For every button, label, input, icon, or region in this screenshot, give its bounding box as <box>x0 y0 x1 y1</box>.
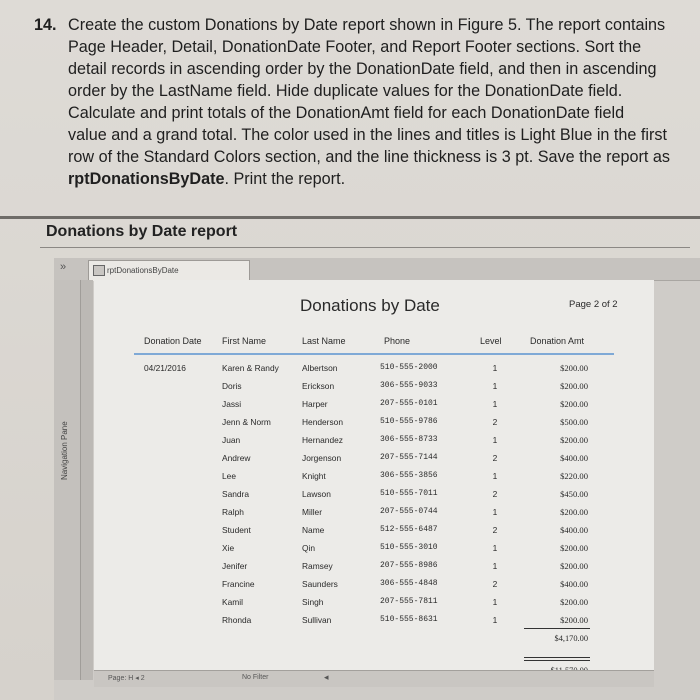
navigation-pane[interactable] <box>54 280 81 680</box>
cell-phone: 207-555-8986 <box>380 561 438 570</box>
cell-last-name: Qin <box>302 543 316 553</box>
cell-last-name: Singh <box>302 597 324 607</box>
exercise-line: detail records in ascending order by the DonationDate field, and then in ascending <box>68 60 657 78</box>
cell-amount: $500.00 <box>560 417 588 427</box>
cell-level: 1 <box>492 471 498 481</box>
cell-first-name: Jenifer <box>222 561 248 571</box>
cell-phone: 510-555-8631 <box>380 615 438 624</box>
cell-last-name: Name <box>302 525 325 535</box>
cell-amount: $200.00 <box>560 435 588 445</box>
cell-amount: $400.00 <box>560 525 588 535</box>
cell-level: 1 <box>492 363 498 373</box>
cell-level: 1 <box>492 507 498 517</box>
exercise-body <box>68 14 674 190</box>
header-donation-date: Donation Date <box>144 336 202 346</box>
cell-level: 1 <box>492 543 498 553</box>
header-level: Level <box>480 336 502 346</box>
cell-level: 1 <box>492 435 498 445</box>
cell-level: 1 <box>492 615 498 625</box>
date-subtotal: $4,170.00 <box>554 634 588 643</box>
cell-phone: 510-555-7011 <box>380 489 438 498</box>
section-heading: Donations by Date report <box>46 223 238 240</box>
cell-last-name: Sullivan <box>302 615 332 625</box>
header-phone: Phone <box>384 336 411 346</box>
exercise-line: Page Header, Detail, DonationDate Footer, and Report Footer sections. Sort the <box>68 38 642 56</box>
report-canvas <box>94 280 654 680</box>
cell-amount: $200.00 <box>560 507 588 517</box>
expand-nav-icon[interactable]: » <box>60 261 67 273</box>
cell-first-name: Karen & Randy <box>222 363 279 373</box>
exercise-line: value and a grand total. The color used in the lines and titles is Light Blue in the first <box>68 126 668 144</box>
cell-amount: $200.00 <box>560 561 588 571</box>
cell-amount: $450.00 <box>560 489 588 499</box>
grand-total-line-lower <box>524 660 590 661</box>
cell-last-name: Henderson <box>302 417 343 427</box>
cell-last-name: Hernandez <box>302 435 343 445</box>
cell-phone: 510-555-2000 <box>380 363 438 372</box>
cell-phone: 510-555-9786 <box>380 417 438 426</box>
cell-amount: $200.00 <box>560 381 588 391</box>
cell-amount: $200.00 <box>560 363 588 373</box>
cell-phone: 306-555-9033 <box>380 381 438 390</box>
cell-amount: $220.00 <box>560 471 588 481</box>
cell-amount: $200.00 <box>560 597 588 607</box>
cell-first-name: Andrew <box>222 453 251 463</box>
cell-amount: $400.00 <box>560 453 588 463</box>
cell-phone: 306-555-3856 <box>380 471 438 480</box>
exercise-line-last <box>68 168 674 190</box>
report-object-name: rptDonationsByDate <box>68 170 225 188</box>
cell-phone: 207-555-0744 <box>380 507 438 516</box>
exercise-line: row of the Standard Colors section, and the line thickness is 3 pt. Save the report as <box>68 148 670 166</box>
cell-phone: 510-555-3010 <box>380 543 438 552</box>
cell-level: 2 <box>492 453 498 463</box>
grand-total-line-upper <box>524 657 590 658</box>
cell-first-name: Jassi <box>222 399 242 409</box>
cell-phone: 306-555-8733 <box>380 435 438 444</box>
cell-last-name: Miller <box>302 507 323 517</box>
cell-phone: 207-555-7144 <box>380 453 438 462</box>
exercise-line: Calculate and print totals of the DonationAmt field for each DonationDate field <box>68 104 625 122</box>
cell-first-name: Ralph <box>222 507 244 517</box>
cell-last-name: Saunders <box>302 579 338 589</box>
cell-phone: 512-555-6487 <box>380 525 438 534</box>
cell-amount: $200.00 <box>560 615 588 625</box>
document-tab-strip <box>54 258 700 281</box>
cell-first-name: Francine <box>222 579 255 589</box>
report-gutter <box>81 280 93 680</box>
exercise-line: Create the custom Donations by Date report shown in Figure 5. The report contains <box>68 16 666 34</box>
page-navigator[interactable]: Page: H ◂ 2 <box>108 675 145 682</box>
cell-first-name: Xie <box>222 543 235 553</box>
cell-first-name: Juan <box>222 435 241 445</box>
record-navigation-bar <box>94 670 654 687</box>
cell-last-name: Knight <box>302 471 326 481</box>
cell-level: 1 <box>492 597 498 607</box>
scroll-left-icon[interactable]: ◂ <box>324 672 329 682</box>
cell-level: 1 <box>492 399 498 409</box>
cell-amount: $200.00 <box>560 543 588 553</box>
exercise-line-end: . Print the report. <box>224 170 346 188</box>
cell-phone: 306-555-4848 <box>380 579 438 588</box>
access-window <box>54 258 700 700</box>
section-rule-bottom <box>40 247 690 248</box>
exercise-number: 14. <box>34 16 57 34</box>
header-line <box>134 353 614 355</box>
cell-last-name: Jorgenson <box>302 453 342 463</box>
cell-first-name: Lee <box>222 471 236 481</box>
header-last-name: Last Name <box>302 336 346 346</box>
exercise-text <box>34 14 674 190</box>
cell-first-name: Doris <box>222 381 242 391</box>
cell-level: 1 <box>492 561 498 571</box>
cell-amount: $200.00 <box>560 399 588 409</box>
navigation-pane-label: Navigation Pane <box>60 421 69 480</box>
cell-last-name: Albertson <box>302 363 338 373</box>
cell-level: 2 <box>492 489 498 499</box>
cell-first-name: Rhonda <box>222 615 252 625</box>
cell-last-name: Lawson <box>302 489 331 499</box>
cell-level: 1 <box>492 381 498 391</box>
cell-level: 2 <box>492 579 498 589</box>
cell-first-name: Kamil <box>222 597 243 607</box>
header-donation-amt: Donation Amt <box>530 336 585 346</box>
cell-level: 2 <box>492 525 498 535</box>
cell-last-name: Erickson <box>302 381 335 391</box>
cell-phone: 207-555-7811 <box>380 597 438 606</box>
report-tab-label: rptDonationsByDate <box>107 266 179 275</box>
report-title: Donations by Date <box>300 296 440 315</box>
page-number: Page 2 of 2 <box>569 299 618 310</box>
exercise-line: order by the LastName field. Hide duplicate values for the DonationDate field. <box>68 82 623 100</box>
cell-first-name: Student <box>222 525 251 535</box>
cell-last-name: Ramsey <box>302 561 333 571</box>
filter-indicator[interactable]: No Filter <box>242 674 269 681</box>
report-tab[interactable] <box>88 260 250 281</box>
cell-level: 2 <box>492 417 498 427</box>
header-first-name: First Name <box>222 336 267 346</box>
section-rule-top <box>0 216 700 219</box>
group-donation-date: 04/21/2016 <box>144 363 186 373</box>
cell-amount: $400.00 <box>560 579 588 589</box>
cell-first-name: Jenn & Norm <box>222 417 271 427</box>
report-icon <box>93 265 105 276</box>
subtotal-line <box>524 628 590 629</box>
cell-first-name: Sandra <box>222 489 250 499</box>
cell-last-name: Harper <box>302 399 328 409</box>
cell-phone: 207-555-0101 <box>380 399 438 408</box>
